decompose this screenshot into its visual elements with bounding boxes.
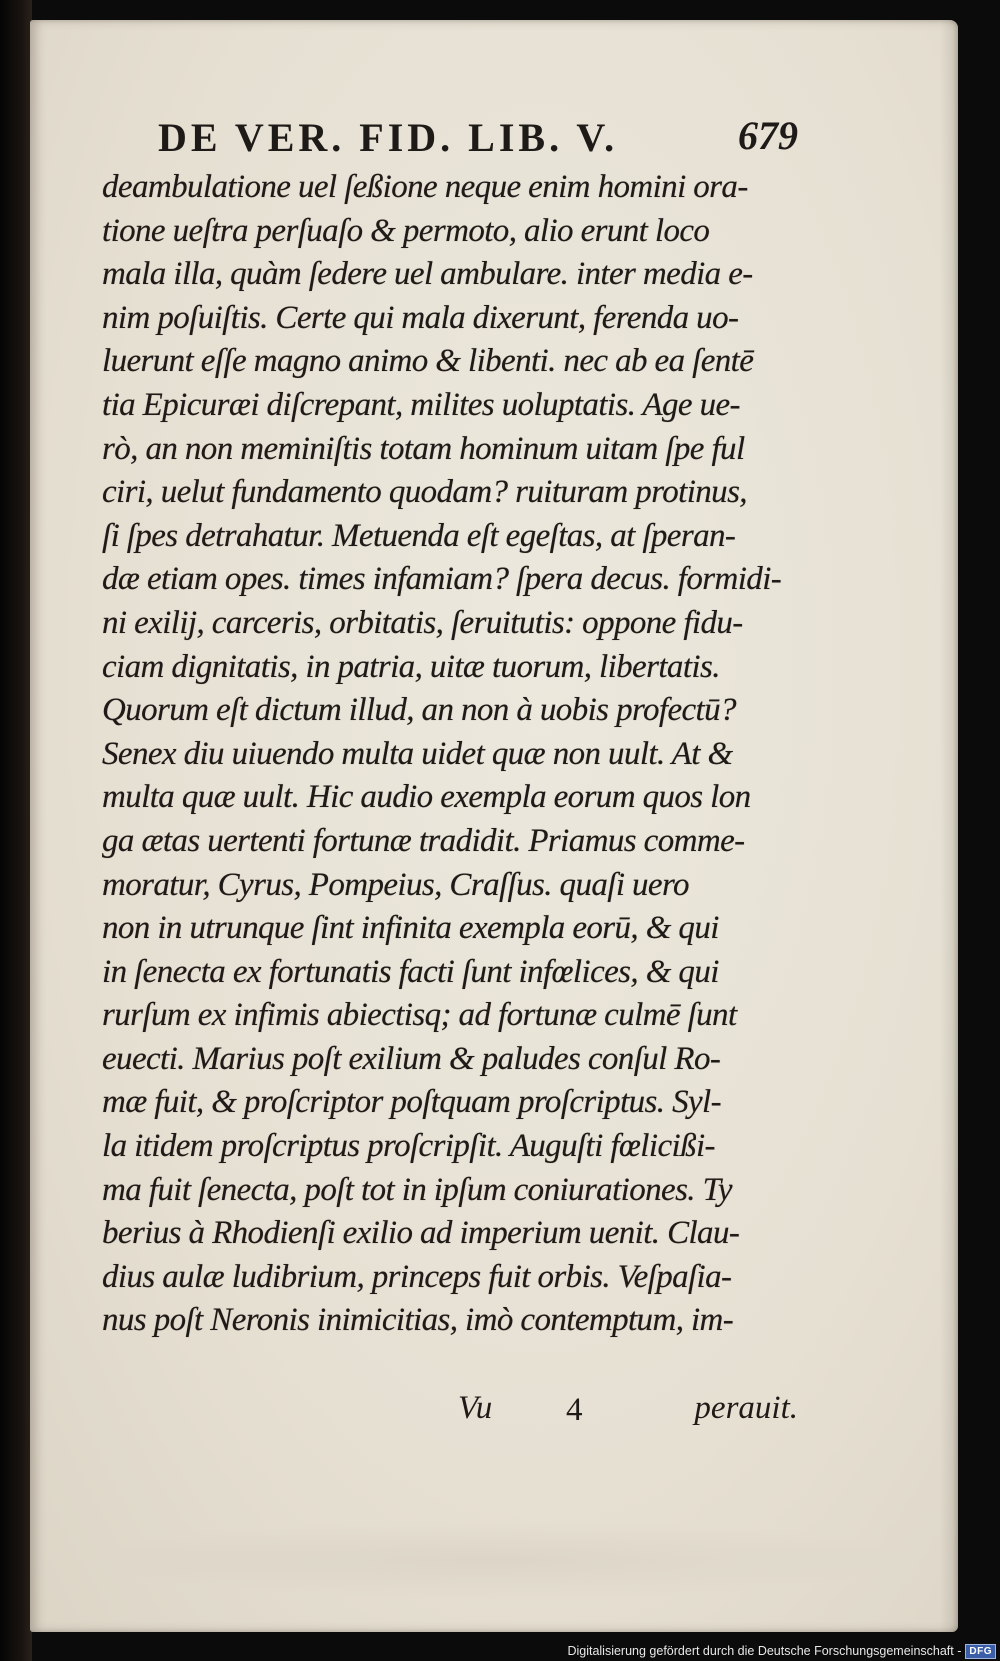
text-line: tione ueſtra perſuaſo & permoto, alio erunt loco bbox=[102, 212, 710, 249]
text-line: dius aulæ ludibrium, princeps fuit orbis. Veſpaſia- bbox=[102, 1258, 732, 1295]
dfg-logo: DFG bbox=[965, 1644, 996, 1659]
text-line: rò, an non meminiſtis totam hominum uitam ſpe ful bbox=[102, 430, 745, 467]
text-line: ciam dignitatis, in patria, uitæ tuorum, libertatis. bbox=[102, 648, 720, 685]
catch-line bbox=[458, 1390, 798, 1440]
catchword: perauit. bbox=[694, 1390, 798, 1426]
running-head-title: DE VER. FID. LIB. V. bbox=[158, 115, 619, 160]
text-line: deambulatione uel ſeßione neque enim homini ora- bbox=[102, 169, 748, 205]
text-line: nus poſt Neronis inimicitias, imò contemptum, im- bbox=[102, 1302, 734, 1339]
running-head bbox=[158, 108, 798, 168]
text-line: luerunt eſſe magno animo & libenti. nec ab ea ſentē bbox=[102, 343, 754, 380]
page-edge-shadow bbox=[940, 20, 958, 1632]
text-line: Quorum eſt dictum illud, an non à uobis profectū? bbox=[102, 692, 736, 729]
text-line: in ſenecta ex fortunatis facti ſunt infœlices, & qui bbox=[102, 953, 719, 990]
text-line: euecti. Marius poſt exilium & paludes conſul Ro- bbox=[102, 1040, 721, 1077]
text-line: ni exilij, carceris, orbitatis, ſeruitutis: oppone fidu- bbox=[102, 604, 743, 641]
text-line: non in utrunque ſint infinita exempla eorū, & qui bbox=[102, 910, 719, 947]
text-line: ſi ſpes detrahatur. Metuenda eſt egeſtas, at ſperan- bbox=[102, 517, 736, 554]
text-line: ma fuit ſenecta, poſt tot in ipſum coniurationes. Ty bbox=[102, 1171, 732, 1208]
book-page bbox=[30, 20, 958, 1632]
text-line: ga ætas uertenti fortunæ tradidit. Priamus comme- bbox=[102, 822, 745, 859]
text-line: Senex diu uiuendo multa uidet quæ non uult. At & bbox=[102, 735, 733, 772]
paper-stain bbox=[90, 1520, 910, 1600]
credit-text: Digitalisierung gefördert durch die Deutsche Forschungsgemeinschaft - bbox=[567, 1643, 962, 1658]
text-line: moratur, Cyrus, Pompeius, Craſſus. quaſi uero bbox=[102, 866, 689, 903]
book-spine-edge bbox=[0, 0, 32, 1661]
text-line: dæ etiam opes. times infamiam? ſpera decus. formidi- bbox=[102, 561, 782, 598]
signature-mark: Vu bbox=[458, 1390, 493, 1426]
body-text bbox=[102, 166, 802, 1343]
digitization-credit bbox=[0, 1644, 996, 1659]
text-line: la itidem proſcriptus proſcripſit. Auguſti fœlicißi- bbox=[102, 1128, 715, 1165]
signature-number: 4 bbox=[566, 1392, 583, 1428]
text-line: multa quæ uult. Hic audio exempla eorum quos lon bbox=[102, 779, 751, 816]
text-line: ciri, uelut fundamento quodam? ruituram protinus, bbox=[102, 474, 747, 511]
text-line: mæ fuit, & proſcriptor poſtquam proſcriptus. Syl- bbox=[102, 1084, 721, 1121]
text-line: nim poſuiſtis. Certe qui mala dixerunt, ferenda uo- bbox=[102, 299, 739, 336]
text-line: rurſum ex infimis abiectisq; ad fortunæ culmē ſunt bbox=[102, 997, 737, 1034]
text-line: mala illa, quàm ſedere uel ambulare. inter media e- bbox=[102, 256, 753, 293]
text-line: berius à Rhodienſi exilio ad imperium uenit. Clau- bbox=[102, 1215, 740, 1252]
text-line: tia Epicuræi diſcrepant, milites uoluptatis. Age ue- bbox=[102, 386, 740, 423]
page-number: 679 bbox=[738, 113, 798, 158]
